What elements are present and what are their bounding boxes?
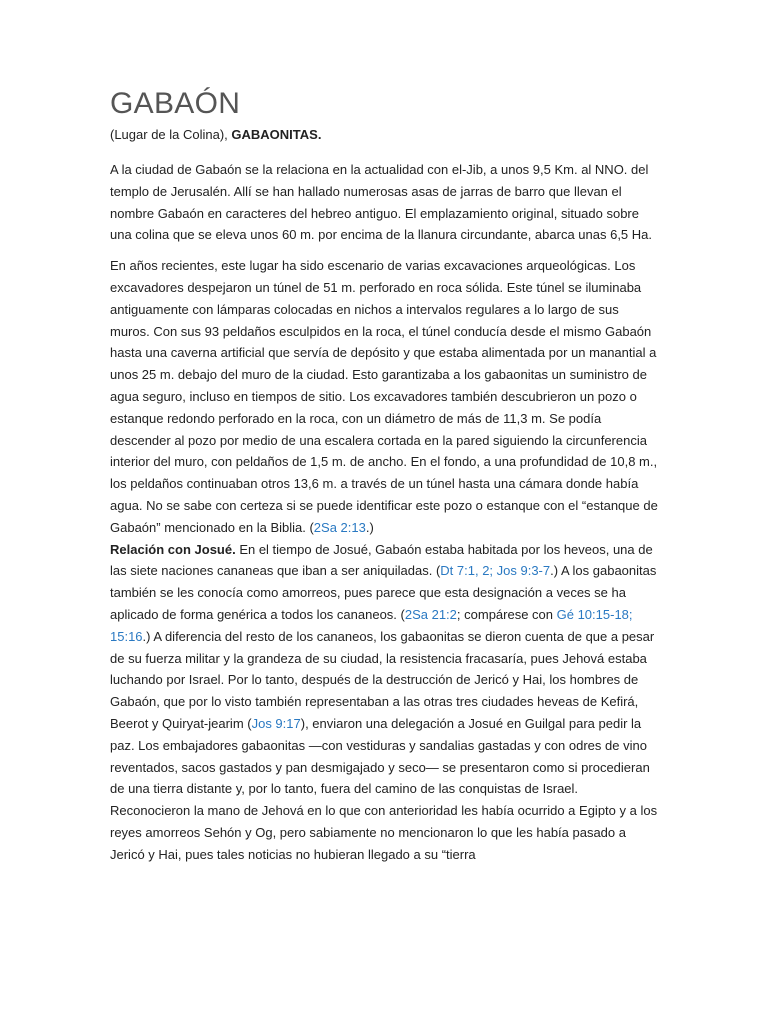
excavations-end: .) bbox=[365, 519, 374, 535]
joshua-text-2: .) A los gabaonitas también se les conocía como amorreos, pues parece que esta designación a veces se ha aplicado de forma genérica a todos los cananeos. ( bbox=[110, 563, 657, 622]
joshua-text-4: .) A diferencia del resto de los cananeos, los gabaonitas se dieron cuenta de que a pesar de su fuerza militar y la grandeza de su ciudad, la resistencia fracasaría, pues Jehová estaba luchando por Israel. Por lo tanto, después de la destrucción de Jericó y Hai, los hombres de Gabaón, que por lo visto también representaban a las otras tres ciudades heveas de Kefirá, Beerot y Quiryat-jearim ( bbox=[110, 628, 655, 731]
excavations-text: En años recientes, este lugar ha sido escenario de varias excavaciones arqueológicas. Los excavadores despejaron un túnel de 51 m. perforado en roca sólida. Este túnel se iluminaba antiguamente con lámparas colocadas en nichos a intervalos regulares a lo largo de sus muros. Con sus 93 peldaños esculpidos en la roca, el túnel conducía desde el mismo Gabaón hasta una caverna artificial que servía de depósito y que estaba alimentada por un manantial a unos 25 m. debajo del muro de la ciudad. Esto garantizaba a los gabaonitas un suministro de agua seguro, incluso en tiempos de sitio. Los excavadores también descubrieron un pozo o estanque redondo perforado en la roca, con un diámetro de más de 11,3 m. Se podía descender al pozo por medio de una escalera cortada en la pared siguiendo la circunferencia interior del muro, con peldaños de 1,5 m. de ancho. En el fondo, a una profundidad de 10,8 m., los peldaños continuaban otros 13,6 m. a través de un túnel hasta una cámara donde había agua. No se sabe con certeza si se puede identificar este pozo o estanque con el “estanque de Gabaón” mencionado en la Biblia. ( bbox=[110, 258, 658, 535]
scripture-link[interactable]: Jos 9:17 bbox=[251, 715, 301, 731]
scripture-link[interactable]: 2Sa 21:2 bbox=[404, 606, 457, 622]
scripture-link[interactable]: 2Sa 2:13 bbox=[313, 519, 366, 535]
paragraph-location: A la ciudad de Gabaón se la relaciona en la actualidad con el-Jib, a unos 9,5 Km. al NNO. del templo de Jerusalén. Allí se han hallado numerosas asas de jarras de barro que llevan el nombre Gabaón en caracteres del hebreo antiguo. El emplazamiento original, situado sobre una colina que se eleva unos 60 m. por encima de la llanura circundante, abarca unas 6,5 Ha. bbox=[110, 162, 653, 243]
paragraph-joshua bbox=[110, 539, 660, 866]
joshua-text-5: ), enviaron una delegación a Josué en Guilgal para pedir la paz. Los embajadores gabaonitas —con vestiduras y sandalias gastadas y con odres de vino reventados, sacos gastados y pan desmigajado y seco— se presentaron como si procedieran de una tierra distante y, por lo tanto, fuera del camino de las conquistas de Israel. Reconocieron la mano de Jehová en lo que con anterioridad les había ocurrido a Egipto y a los reyes amorreos Sehón y Og, pero sabiamente no mencionaron lo que les había pasado a Jericó y Hai, pues tales noticias no hubieran llegado a su “tierra bbox=[110, 715, 658, 862]
page-title: GABAÓN bbox=[110, 87, 241, 120]
joshua-text-1: En el tiempo de Josué, Gabaón estaba habitada por los heveos, una de las siete naciones cananeas que iban a ser aniquiladas. ( bbox=[110, 541, 653, 579]
scripture-link[interactable]: Dt 7:1, 2; Jos 9:3-7 bbox=[440, 563, 551, 579]
subtitle-bold: GABAONITAS. bbox=[231, 127, 322, 142]
section-heading: Relación con Josué. bbox=[110, 541, 236, 557]
subtitle-text: (Lugar de la Colina), bbox=[110, 127, 232, 142]
document-page bbox=[110, 84, 660, 875]
paragraph-excavations bbox=[110, 255, 660, 538]
joshua-text-3: ; compárese con bbox=[456, 606, 557, 622]
scripture-link[interactable]: Gé 10:15-18; 15:16 bbox=[110, 606, 633, 644]
subtitle bbox=[110, 124, 660, 145]
